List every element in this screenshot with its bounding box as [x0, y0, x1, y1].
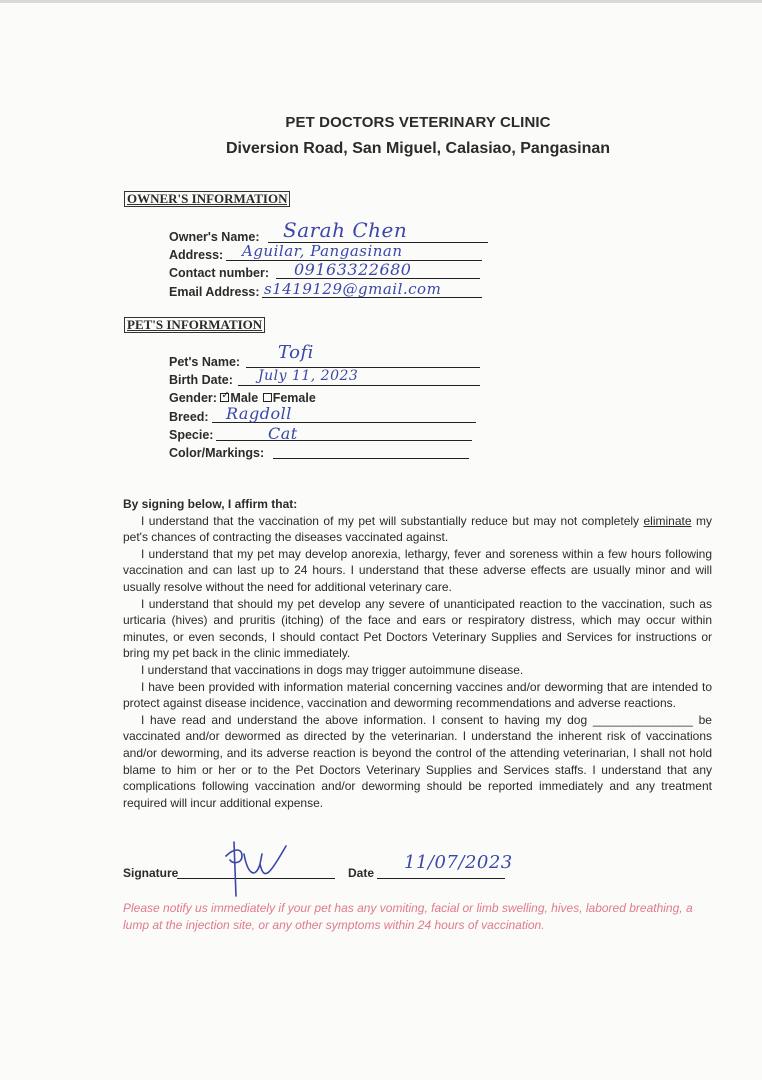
breed-value[interactable]: Ragdoll	[226, 404, 292, 423]
signature-label: Signature	[123, 866, 179, 880]
specie-value[interactable]: Cat	[268, 424, 298, 443]
pet-name-label: Pet's Name:	[169, 355, 241, 369]
pet-name-value[interactable]: Tofi	[278, 342, 314, 363]
signature-mark[interactable]	[212, 834, 302, 904]
scan-edge	[0, 0, 762, 3]
clinic-address: Diversion Road, San Miguel, Calasiao, Pangasinan	[225, 140, 611, 157]
breed-label: Breed:	[169, 410, 209, 424]
consent-paragraph-5: I have been provided with information material concerning vaccines and/or deworming that are intended to protect against disease incidence, vaccination and deworming recommendations and adverse reactions.	[123, 679, 712, 711]
consent-paragraph-1: I understand that the vaccination of my pet will substantially reduce but may not completely eliminate my pet's chances of contracting the diseases vaccinated against.	[123, 513, 712, 545]
consent-paragraph-6: I have read and understand the above information. I consent to having my dog _______________ be vaccinated and/or dewormed as directed by the veterinarian. I understand the inherent risk of vaccinations and/or deworming, and its adverse reaction is beyond the control of the attending veterinarian, I shall not hold blame to him or her or to the Pet Doctors Veterinary Supplies and Services staffs. I understand that any complications following vaccination and/or deworming should be reported immediately and any treatment required will incur additional expense.	[123, 712, 712, 810]
specie-line	[216, 440, 472, 441]
birth-date-value[interactable]: July 11, 2023	[258, 368, 359, 384]
female-checkbox[interactable]	[263, 393, 272, 402]
date-line	[377, 878, 505, 879]
female-label: Female	[272, 391, 316, 405]
footer-note: Please notify us immediately if your pet has any vomiting, facial or limb swelling, hives, labored breathing, a lump at the injection site, or any other symptoms within 24 hours of vaccination.	[123, 901, 693, 932]
gender-label: Gender:	[169, 391, 217, 405]
contact-value[interactable]: 09163322680	[294, 260, 412, 279]
specie-label: Specie:	[169, 428, 214, 442]
owner-name-value[interactable]: Sarah Chen	[283, 218, 408, 242]
color-line	[273, 458, 469, 459]
address-label: Address:	[169, 248, 224, 262]
address-value[interactable]: Aguilar, Pangasinan	[242, 242, 403, 260]
consent-text	[123, 496, 712, 811]
date-value[interactable]: 11/07/2023	[404, 852, 513, 873]
consent-paragraph-3: I understand that should my pet develop any severe of unanticipated reaction to the vaccination, such as urticaria (hives) and pruritis (itching) of the face and ears or respiratory distress, which may occur within minutes, or even seconds, I should contact Pet Doctors Veterinary Supplies and Services for instructions or bring my pet back in the clinic immediately.	[123, 596, 712, 661]
pet-section-title: PET'S INFORMATION	[124, 317, 265, 333]
consent-paragraph-4: I understand that vaccinations in dogs may trigger autoimmune disease.	[141, 662, 524, 677]
checkmark-icon: ✓	[221, 390, 230, 401]
email-value[interactable]: s1419129@gmail.com	[264, 280, 442, 298]
dog-name-blank[interactable]: _______________	[592, 712, 693, 727]
consent-paragraph-2: I understand that my pet may develop anorexia, lethargy, fever and soreness within a few hours following vaccination and can last up to 24 hours. I understand that these adverse effects are usually minor and will usually resolve without the need for additional veterinary care.	[123, 546, 712, 594]
clinic-name: PET DOCTORS VETERINARY CLINIC	[285, 114, 551, 131]
color-label: Color/Markings:	[169, 446, 265, 460]
consent-intro: By signing below, I affirm that:	[123, 497, 298, 511]
owner-section-title: OWNER'S INFORMATION	[124, 191, 290, 207]
male-checkbox[interactable]	[220, 390, 230, 402]
birth-date-label: Birth Date:	[169, 373, 233, 387]
date-label: Date	[348, 866, 375, 880]
email-label: Email Address:	[169, 285, 260, 299]
contact-label: Contact number:	[169, 266, 269, 280]
birth-date-line	[238, 385, 480, 386]
male-label: Male	[230, 391, 259, 405]
owner-name-label: Owner's Name:	[169, 230, 260, 244]
